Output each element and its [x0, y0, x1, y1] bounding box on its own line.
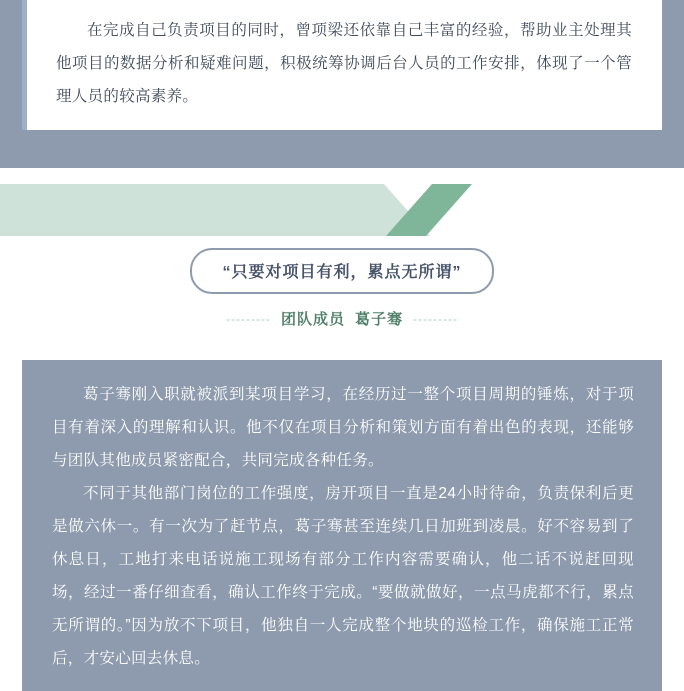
card-accent-bar [22, 0, 27, 130]
byline-name: 葛子骞 [355, 311, 404, 328]
body-paragraph-2: 不同于其他部门岗位的工作强度，房开项目一直是24小时待命，负责保利后更是做六休一。有一次为了赶节点，葛子骞甚至连续几日加班到凌晨。好不容易到了休息日，工地打来电话说施工现场有部分工作内容需要确认，他二话不说赶回现场，经过一番仔细查看，确认工作终于完成。“要做就做好，一点马虎都不行，累点无所谓的。”因为放不下项目，他独自一人完成整个地块的巡检工作，确保施工正常后，才安心回去休息。 [52, 485, 634, 667]
quote-pill: “只要对项目有利，累点无所谓” [190, 248, 493, 294]
quote-byline [0, 308, 684, 329]
mint-block [0, 184, 430, 236]
decorative-shapes [0, 168, 684, 238]
body-paragraph-1: 葛子骞刚入职就被派到某项目学习，在经历过一整个项目周期的锤炼，对于项目有着深入的理解和认识。他不仅在项目分析和策划方面有着出色的表现，还能够与团队其他成员紧密配合，共同完成各种任务。 [52, 386, 634, 469]
body-text-block [22, 360, 662, 691]
byline-left-dashes: --------- [226, 311, 271, 326]
byline-right-dashes: --------- [413, 311, 458, 326]
top-text-card [22, 0, 662, 130]
top-card-paragraph: 在完成自己负责项目的同时，曾项梁还依靠自己丰富的经验，帮助业主处理其他项目的数据分析和疑难问题，积极统筹协调后台人员的工作安排，体现了一个管理人员的较高素养。 [56, 22, 632, 105]
quote-section [0, 248, 684, 344]
byline-role: 团队成员 [280, 311, 345, 328]
